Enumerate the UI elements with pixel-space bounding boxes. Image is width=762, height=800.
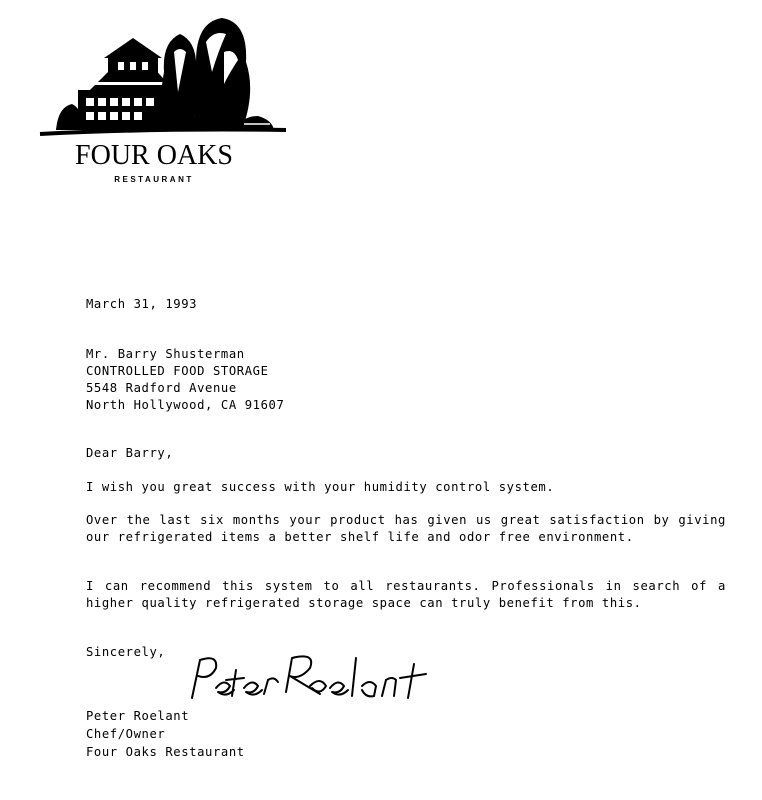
closing: Sincerely, [86,645,166,659]
handwritten-signature [170,640,450,710]
signer-title: Chef/Owner [86,727,166,741]
recipient-address [86,346,726,414]
salutation: Dear Barry, [86,446,174,460]
recipient-line: 5548 Radford Avenue [86,381,237,395]
body-paragraph: Over the last six months your product has given us great satisfaction by giving our refrigerated items a better shelf life and odor free environment. [86,513,726,544]
signer-name: Peter Roelant [86,709,190,723]
body-paragraph: I can recommend this system to all restaurants. Professionals in search of a higher quality refrigerated storage space can truly benefit from this. [86,579,726,610]
recipient-line: North Hollywood, CA 91607 [86,398,285,412]
four-oaks-logo [38,12,288,192]
signature-block [86,708,726,762]
signer-company: Four Oaks Restaurant [86,745,245,759]
recipient-line: Mr. Barry Shusterman [86,347,245,361]
letter-date: March 31, 1993 [86,297,198,311]
brand-name: FOUR OAKS [75,140,233,171]
brand-subtitle: RESTAURANT [114,175,194,184]
body-paragraph: I wish you great success with your humidity control system. [86,480,555,494]
restaurant-illustration-icon [38,12,288,142]
recipient-line: CONTROLLED FOOD STORAGE [86,364,269,378]
